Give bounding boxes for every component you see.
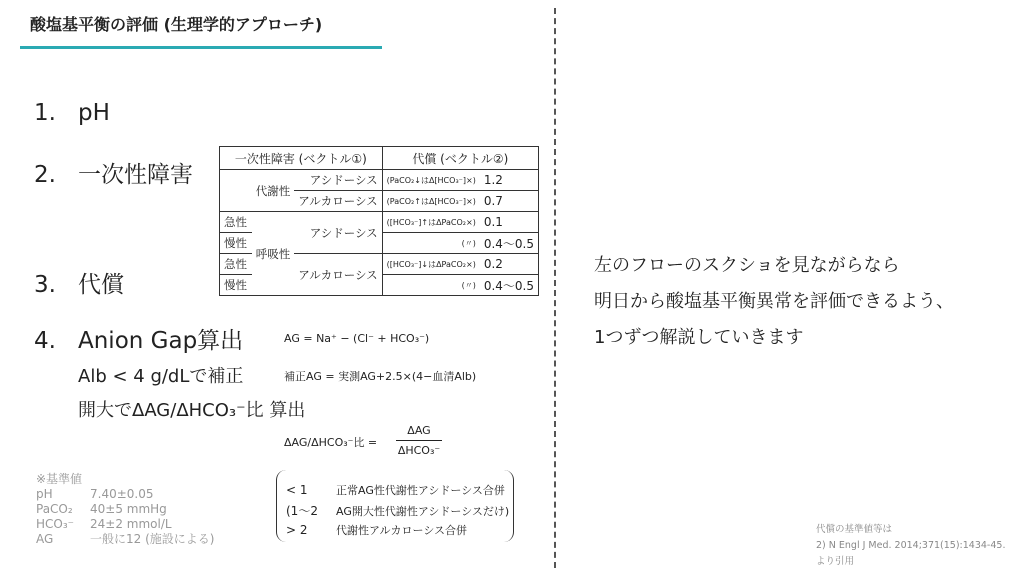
commentary-line: 明日から酸塩基平衡異常を評価できるよう、 [594, 291, 954, 312]
ratio-lhs: ΔAG/ΔHCO₃⁻比 = [284, 436, 378, 449]
acute-label: 急性 [220, 254, 252, 275]
page-title: 酸塩基平衡の評価 (生理学的アプローチ) [30, 15, 323, 34]
citation-line: 2) N Engl J Med. 2014;371(15):1434-45. [816, 540, 1006, 551]
interpretation-value: AG開大性代謝性アシドーシスだけ) [336, 505, 510, 518]
condition-cell: (〃) [382, 233, 480, 254]
compensation-table [219, 146, 539, 296]
step-3 [34, 266, 124, 299]
interpretation-row [286, 502, 509, 519]
reference-key: HCO₃⁻ [36, 517, 74, 531]
chronic-label: 慢性 [220, 275, 252, 296]
acute-label: 急性 [220, 212, 252, 233]
chronic-label: 慢性 [220, 233, 252, 254]
step-label: Anion Gap算出 [78, 328, 244, 354]
step-label: 一次性障害 [78, 162, 193, 188]
alkalosis-label: アルカローシス [294, 191, 382, 212]
reference-row [36, 487, 214, 502]
ratio-numerator: ΔAG [407, 424, 431, 437]
table-row [220, 170, 539, 191]
reference-row [36, 517, 214, 532]
commentary [594, 248, 954, 356]
alkalosis-label: アルカローシス [294, 254, 382, 296]
table-header-primary: 一次性障害 (ベクトル①) [220, 147, 383, 170]
table-header-compensation: 代償 (ベクトル②) [382, 147, 538, 170]
reference-key: AG [36, 532, 54, 546]
reference-values [36, 472, 214, 547]
value-cell: 0.2 [480, 254, 539, 275]
step-number: 1. [34, 100, 56, 126]
interpretation-key: (1〜2 [286, 504, 318, 518]
step-label: pH [78, 100, 110, 126]
step-2 [34, 156, 193, 189]
reference-row [36, 502, 214, 517]
ag-formula: AG = Na⁺ − (Cl⁻ + HCO₃⁻) [284, 332, 430, 345]
condition-cell: ([HCO₃⁻]↑はΔPaCO₂×) [382, 212, 480, 233]
step-number: 4. [34, 328, 56, 354]
step-number: 2. [34, 162, 56, 188]
commentary-line: 左のフローのスクショを見ながらなら [594, 255, 900, 276]
step-4 [34, 322, 243, 355]
reference-row [36, 532, 214, 547]
reference-key: pH [36, 487, 53, 501]
value-cell: 0.4〜0.5 [480, 233, 539, 254]
interpretation-value: 正常AG性代謝性アシドーシス合併 [336, 484, 505, 497]
citation-line: 代償の基準値等は [816, 524, 893, 535]
condition-cell: (PaCO₂↑はΔ[HCO₃⁻]×) [382, 191, 480, 212]
citation-line: より引用 [816, 556, 855, 567]
table-header-row [220, 147, 539, 170]
condition-cell: (PaCO₂↓はΔ[HCO₃⁻]×) [382, 170, 480, 191]
step-number: 3. [34, 272, 56, 298]
step-label: 代償 [78, 272, 124, 298]
respiratory-label: 呼吸性 [252, 212, 295, 296]
citation [816, 522, 1005, 570]
interpretation-value: 代謝性アルカローシス合併 [336, 524, 468, 537]
value-cell: 0.7 [480, 191, 539, 212]
condition-cell: ([HCO₃⁻]↓はΔPaCO₂×) [382, 254, 480, 275]
alb-note: Alb < 4 g/dLで補正 [78, 366, 244, 387]
reference-key: PaCO₂ [36, 502, 73, 516]
ratio-denominator: ΔHCO₃⁻ [397, 444, 441, 457]
fraction-bar [396, 440, 442, 441]
reference-value: 一般に12 (施設による) [90, 532, 215, 546]
metabolic-label: 代謝性 [252, 170, 295, 212]
vertical-divider [554, 8, 556, 568]
condition-cell: (〃) [382, 275, 480, 296]
table-row [220, 212, 539, 233]
reference-value: 40±5 mmHg [90, 502, 167, 516]
acidosis-label: アシドーシス [294, 170, 382, 191]
interpretation-row [286, 482, 505, 498]
corrected-ag-formula: 補正AG = 実測AG+2.5×(4−血清Alb) [284, 370, 477, 383]
value-cell: 0.4〜0.5 [480, 275, 539, 296]
title-underline [20, 46, 382, 49]
interpretation-key: < 1 [286, 483, 308, 497]
reference-heading: ※基準値 [36, 472, 83, 486]
value-cell: 0.1 [480, 212, 539, 233]
interpretation-key: > 2 [286, 523, 308, 537]
reference-value: 24±2 mmol/L [90, 517, 172, 531]
reference-value: 7.40±0.05 [90, 487, 154, 501]
ratio-note: 開大でΔAG/ΔHCO₃⁻比 算出 [78, 400, 306, 421]
value-cell: 1.2 [480, 170, 539, 191]
interpretation-row [286, 522, 467, 538]
commentary-line: 1つずつ解説していきます [594, 327, 804, 348]
step-1 [34, 100, 110, 126]
acidosis-label: アシドーシス [294, 212, 382, 254]
